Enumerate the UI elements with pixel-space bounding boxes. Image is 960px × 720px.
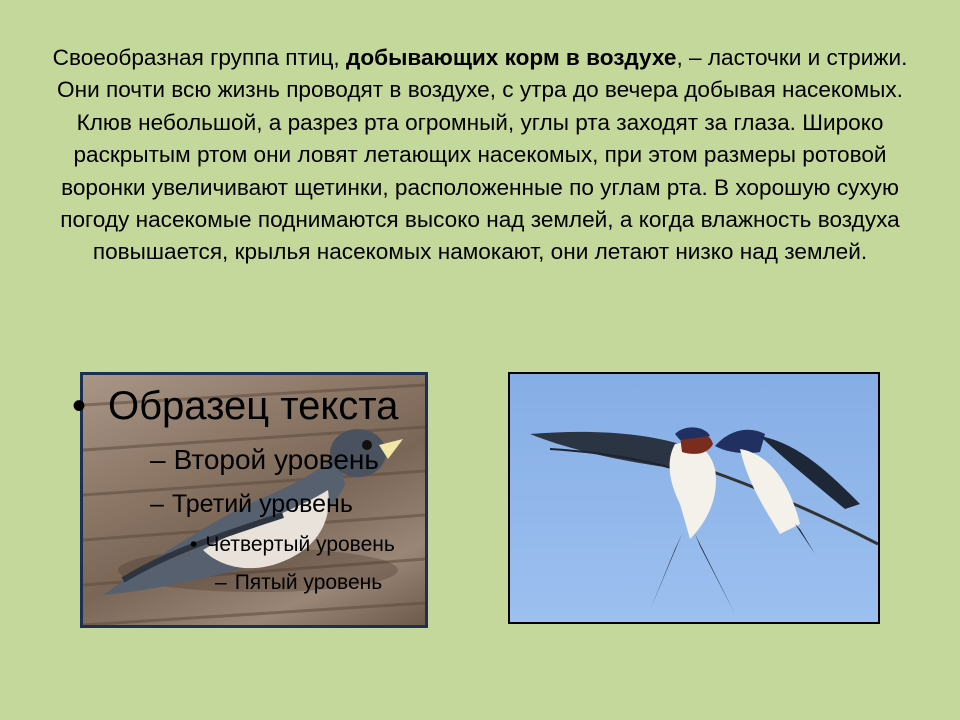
placeholder-text-box <box>70 380 450 602</box>
paragraph-end: , – ласточки и стрижи. Они почти всю жизнь проводят в воздухе, с утра до вечера добывая насекомых. Клюв небольшой, а разрез рта огромный, углы рта заходят за глаза. Широко раскрытым ртом они ловят летающих насекомых, при этом размеры ротовой воронки увеличивают щетинки, расположенные по углам рта. В хорошую сухую погоду насекомые поднимаются высоко над землей, а когда влажность воздуха повышается, крылья насекомых намокают, они летают низко над землей. <box>57 45 908 265</box>
dash-icon: – <box>215 571 227 594</box>
placeholder-level-5-text: Пятый уровень <box>234 571 383 594</box>
bullet-icon: • <box>190 533 198 556</box>
placeholder-level-3-text: Третий уровень <box>171 490 353 518</box>
bullet-icon: • <box>72 384 87 428</box>
placeholder-level-1 <box>70 380 450 432</box>
paragraph-bold: добывающих корм в воздухе <box>345 45 677 70</box>
placeholder-level-2-text: Второй уровень <box>173 444 379 475</box>
paragraph-start: Своеобразная группа птиц, <box>52 45 346 70</box>
dash-icon: – <box>150 444 166 475</box>
placeholder-level-3 <box>70 482 450 526</box>
placeholder-level-4 <box>70 526 450 564</box>
swallows-pair-image <box>510 374 878 622</box>
placeholder-level-5 <box>70 564 450 602</box>
placeholder-level-2 <box>70 438 450 482</box>
swallows-pair-photo <box>508 372 880 624</box>
slide-paragraph <box>40 42 920 269</box>
dash-icon: – <box>150 490 164 518</box>
placeholder-level-1-text: Образец текста <box>108 384 399 428</box>
placeholder-level-4-text: Четвертый уровень <box>205 533 395 556</box>
